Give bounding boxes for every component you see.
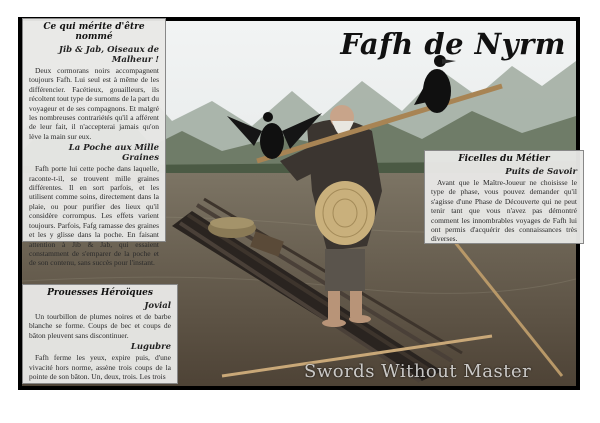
section-text: Avant que le Maître-Joueur ne choisisse le type de phase, vous pouvez demander qu'il s'agisse d'une Phase de Découverte qui ne peut tenir tant que vous n'avez pas démontré comment les innombrables voyages de Fafh lui ont permis d'acquérir des connaissances très diverses.: [431, 178, 577, 244]
panel-metier: [424, 150, 584, 244]
panel-merit-heading: Ce qui mérite d'être nommé: [43, 22, 145, 42]
panel-prouesses-heading: Prouesses Héroïques: [47, 288, 153, 298]
character-title: Fafh de Nyrm: [340, 27, 566, 61]
section-text: Deux cormorans noirs accompagnent toujours Fafh. Lui seul est à même de les différencier. Facétieux, gouailleurs, ils récoltent tout type de surnoms de la part du voyageur et de ses compagnons. Et malgré les nombreuses contrariétés qu'il a afférent de leur fait, il n'accepterai jamais qu'on lève la main sur eux.: [29, 66, 159, 141]
section-text: Un tourbillon de plumes noires et de barbe blanche se forme. Coups de bec et coups de bâton pleuvent sans discontinuer.: [29, 312, 171, 340]
panel-prouesses: [22, 284, 178, 384]
section-title: Lugubre: [130, 342, 171, 353]
section-title: Jib & Jab, Oiseaux de Malheur !: [58, 45, 159, 65]
watermark-logo: Swords Without Master: [304, 361, 532, 382]
panel-metier-heading: Ficelles du Métier: [458, 154, 550, 164]
section-title: Puits de Savoir: [505, 167, 577, 177]
section-title: Jovial: [144, 301, 171, 311]
section-text: Fafh ferme les yeux, expire puis, d'une vivacité hors norme, assène trois coups de la pointe de son bâton. Un, deux, trois. Les trois: [29, 353, 171, 382]
section-title: La Poche aux Mille Graines: [68, 143, 159, 164]
panel-merit: [22, 18, 166, 268]
section-text: Fafh porte lui cette poche dans laquelle, raconte-t-il, se trouvent mille graines différentes. Il en sort parfois, et les utilisent comme soins, directement dans la plaie, ou pour purifier des lieux qu'il considère corrompus. Les effets varient toujours. Parfois, Fafg ramasse des graines et les y glisse dans la poche. En faisant attention à Jib & Jab, qui essaient constamment de s'emparer de la poche et de son contenu, sans succès pour l'instant.: [29, 164, 159, 268]
